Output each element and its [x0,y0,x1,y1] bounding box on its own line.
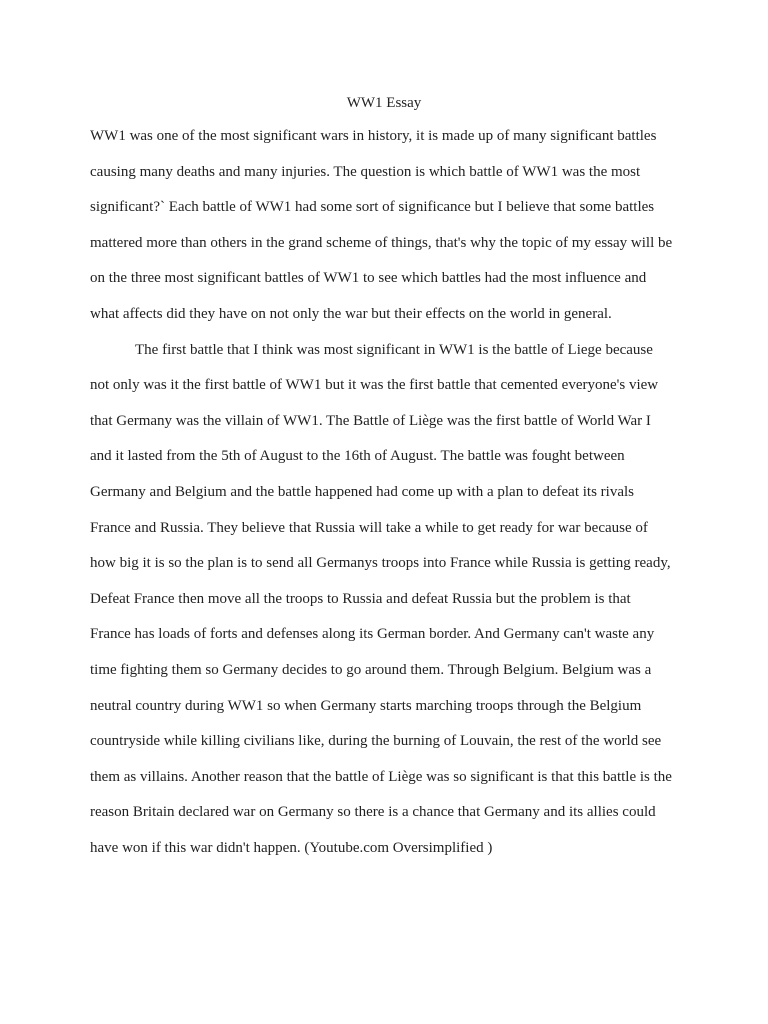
text-line: how big it is so the plan is to send all Germanys troops into France while Russia is getting ready, [90,555,671,572]
text-line-indented: The first battle that I think was most significant in WW1 is the battle of Liege because [135,341,653,358]
text-line: on the three most significant battles of WW1 to see which battles had the most influence and [90,270,647,287]
text-line: neutral country during WW1 so when Germany starts marching troops through the Belgium [90,697,642,714]
text-line: countryside while killing civilians like, during the burning of Louvain, the rest of the world see [90,733,662,750]
text-line: France and Russia. They believe that Russia will take a while to get ready for war because of [90,519,648,536]
text-line: Germany and Belgium and the battle happened had come up with a plan to defeat its rivals [90,483,634,500]
text-line: reason Britain declared war on Germany so there is a chance that Germany and its allies could [90,804,656,821]
essay-body [90,125,690,872]
text-line: causing many deaths and many injuries. The question is which battle of WW1 was the most [90,163,641,180]
text-line: them as villains. Another reason that the battle of Liège was so significant is that this battle is the [90,768,672,785]
text-line: time fighting them so Germany decides to go around them. Through Belgium. Belgium was a [90,661,652,678]
text-line: not only was it the first battle of WW1 but it was the first battle that cemented everyone's view [90,377,659,394]
text-line: WW1 was one of the most significant wars in history, it is made up of many significant battles [90,128,657,144]
text-line: significant?` Each battle of WW1 had some sort of significance but I believe that some battles [90,199,655,216]
document-title: WW1 Essay [346,95,422,111]
text-line: Defeat France then move all the troops to Russia and defeat Russia but the problem is that [90,590,631,607]
text-line: that Germany was the villain of WW1. The Battle of Liège was the first battle of World War I [90,412,651,429]
text-line: mattered more than others in the grand scheme of things, that's why the topic of my essay will be [90,234,673,251]
text-line: and it lasted from the 5th of August to the 16th of August. The battle was fought between [90,448,625,465]
text-line: what affects did they have on not only the war but their effects on the world in general. [90,305,612,322]
text-line: France has loads of forts and defenses along its German border. And Germany can't waste any [90,626,655,643]
text-line: have won if this war didn't happen. (Youtube.com Oversimplified ) [90,839,493,856]
